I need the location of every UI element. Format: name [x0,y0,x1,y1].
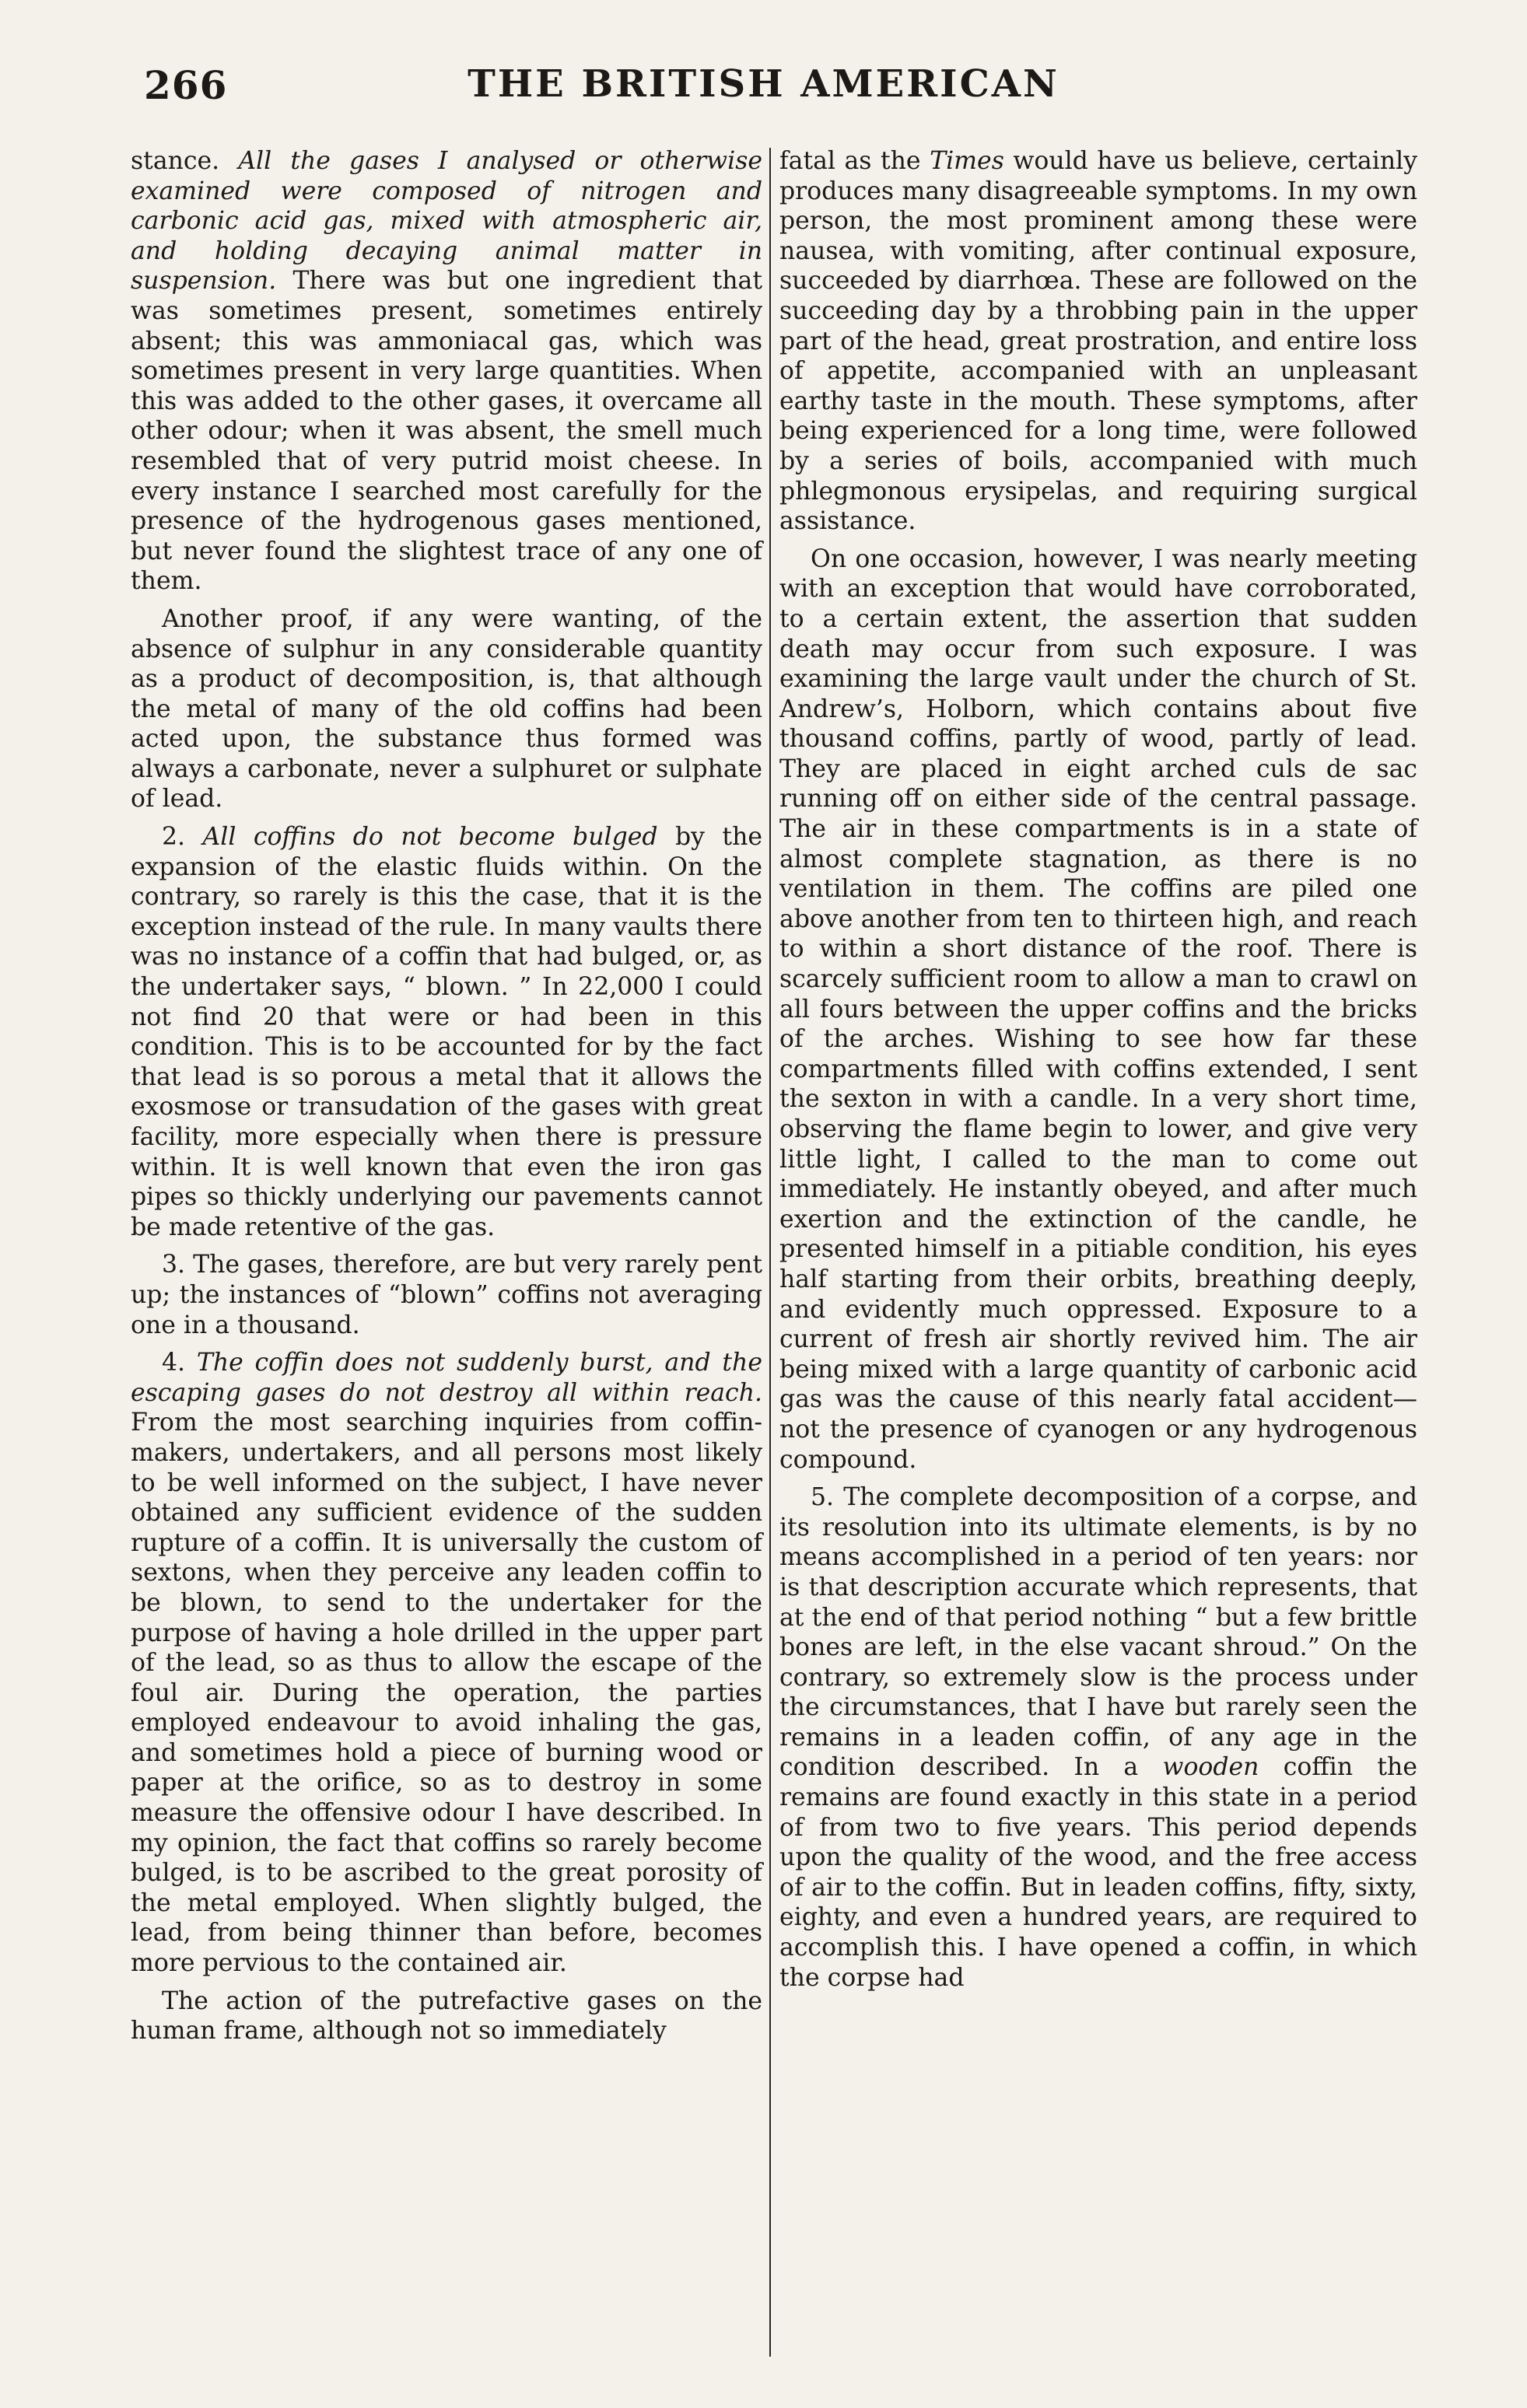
body-text: Another proof, if any were wanting, of the absence of sulphur in any considerable quantity as a product of decomposition, is, that although the metal of many of the old coffins had been acted upon, the substance thus formed was always a carbonate, never a sulphuret or sulphate of lead. [131,604,762,814]
italic-text: The coffin does not suddenly burst, and the escaping gases do not destroy all within reach. [131,1349,762,1407]
italic-text: Times [930,147,1004,175]
column-divider [769,148,771,2357]
body-text: The action of the putrefactive gases on the human frame, although not so immediately [131,1986,762,2046]
body-text: coffin the remains are found exactly in this state in a period of from two to five years. This period depends upon the quality of the wood, and the free access of air to the coffin. But in leaden coffins, fifty, sixty, eighty, and even a hundred years, are required to accomplish this. I have opened a coffin, in which the corpse had [779,1753,1417,1992]
italic-text: wooden [1162,1753,1259,1782]
paragraph [131,822,762,1242]
left-column [131,146,762,2046]
paragraph [779,146,1417,537]
body-text: There was but one ingredient that was sometimes present, sometimes entirely absent; this was ammoniacal gas, which was sometimes present in very large quantities. When this was added to the other gases, it overcame all other odour; when it was absent, the smell much resembled that of very putrid moist cheese. In every instance I searched most carefully for the presence of the hydrogenous gases mentioned, but never found the slightest trace of any one of them. [131,267,762,596]
page-header [0,62,1527,132]
body-text: From the most searching inquiries from coffin-makers, undertakers, and all persons most likely to be well informed on the subject, I have never obtained any sufficient evidence of the sudden rupture of a coffin. It is universally the custom of sextons, when they perceive any leaden coffin to be blown, to send to the undertaker for the purpose of having a hole drilled in the upper part of the lead, so as thus to allow the escape of the foul air. During the operation, the parties employed endeavour to avoid inhaling the gas, and sometimes hold a piece of burning wood or paper at the orifice, so as to destroy in some measure the offensive odour I have described. In my opinion, the fact that coffins so rarely become bulged, is to be ascribed to the great porosity of the metal employed. When slightly bulged, the lead, from being thinner than before, becomes more pervious to the contained air. [131,1409,762,1978]
body-text: On one occasion, however, I was nearly meeting with an exception that would have corroborated, to a certain extent, the assertion that sudden death may occur from such exposure. I was examining the large vault under the church of St. Andrew’s, Holborn, which contains about five thousand coffins, partly of wood, partly of lead. They are placed in eight arched culs de sac running off on either side of the central passage. The air in these compartments is in a state of almost complete stagnation, as there is no ventilation in them. The coffins are piled one above another from ten to thirteen high, and reach to within a short distance of the roof. There is scarcely sufficient room to allow a man to crawl on all fours between the upper coffins and the bricks of the arches. Wishing to see how far these compartments filled with coffins extended, I sent the sexton in with a candle. In a very short time, observing the flame begin to lower, and give very little light, I called to the man to come out immediately. He instantly obeyed, and after much exertion and the extinction of the candle, he presented himself in a pitiable condition, his eyes half starting from their orbits, breathing deeply, and evidently much oppressed. Exposure to a current of fresh air shortly revived him. The air being mixed with a large quantity of carbonic acid gas was the cause of this nearly fatal accident—not the presence of cyanogen or any hydrogenous compound. [779,544,1417,1474]
body-text: by the expansion of the elastic fluids within. On the contrary, so rarely is this the case, that it is the exception instead of the rule. In many vaults there was no instance of a coffin that had bulged, or, as the undertaker says, “ blown. ” In 22,000 I could not find 20 that were or had been in this condition. This is to be accounted for by the fact that lead is so porous a metal that it allows the exosmose or transudation of the gases with great facility, more especially when there is pressure within. It is well known that even the iron gas pipes so thickly underlying our pavements cannot be made retentive of the gas. [131,823,763,1241]
paragraph [131,1348,762,1978]
paragraph [131,604,762,814]
italic-text: All the gases I analysed or otherwise examined were composed of nitrogen and carbonic acid gas, mixed with atmospheric air, and holding decaying animal matter in suspension. [131,147,763,296]
body-text: stance. [131,147,239,175]
page-number: 266 [144,62,228,108]
paragraph [131,146,762,597]
body-text: 4. [162,1349,197,1377]
body-text: would have us believe, certainly produces many disagreeable symptoms. In my own person, the most prominent among these were nausea, with vomiting, after continual exposure, succeeded by diarrhœa. These are followed on the succeeding day by a throbbing pain in the upper part of the head, great prostration, and entire loss of appetite, accompanied with an unpleasant earthy taste in the mouth. These symptoms, after being experienced for a long time, were followed by a series of boils, accompanied with much phlegmonous erysipelas, and requiring surgical assistance. [779,147,1417,536]
running-title: THE BRITISH AMERICAN [468,62,1059,106]
paragraph [131,1250,762,1340]
paragraph [779,1482,1417,1993]
body-text: 5. The complete decomposition of a corpse, and its resolution into its ultimate elements, is by no means accomplished in a period of ten years: nor is that description accurate which represents, that at the end of that period nothing “ but a few brittle bones are left, in the else vacant shroud.” On the contrary, so extremely slow is the process under the circumstances, that I have but rarely seen the remains in a leaden coffin, of any age in the condition described. In a [779,1483,1417,1782]
right-column [779,146,1417,1993]
paragraph [131,1986,762,2046]
body-text: 3. The gases, therefore, are but very rarely pent up; the instances of “blown” coffins not averaging one in a thousand. [131,1251,762,1339]
italic-text: All coffins do not become bulged [202,823,658,852]
body-text: 2. [162,823,203,852]
body-text: fatal as the [779,147,930,175]
paragraph [779,544,1417,1475]
